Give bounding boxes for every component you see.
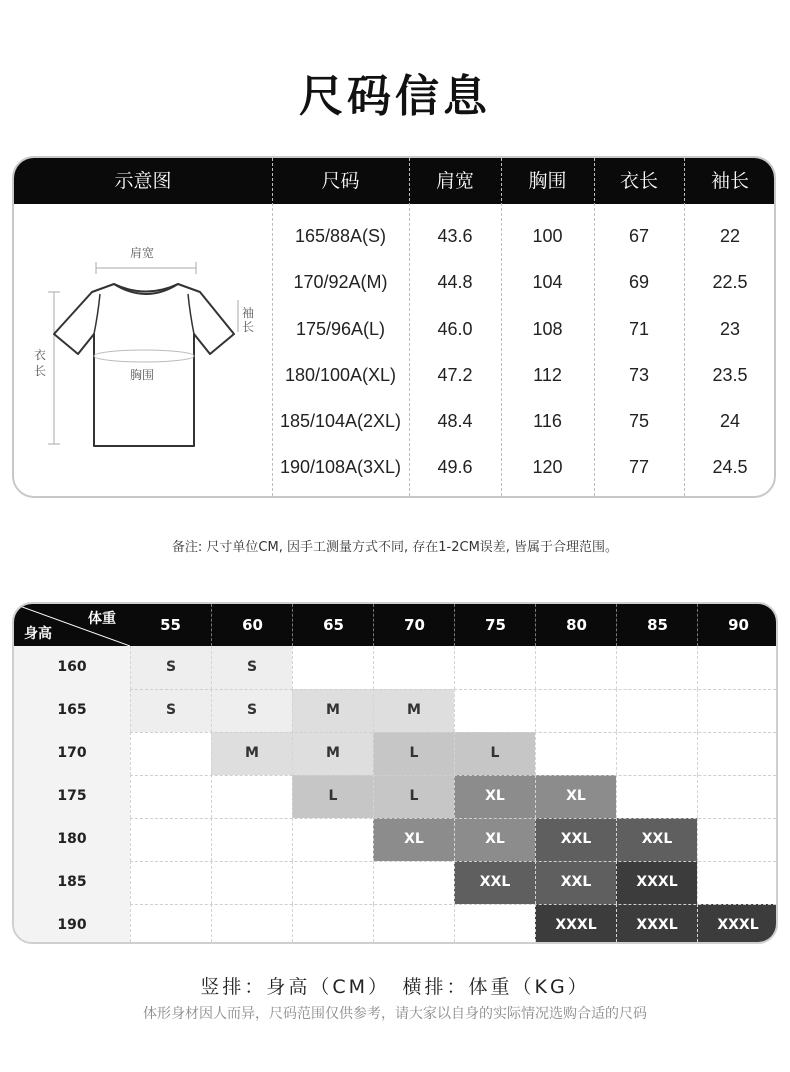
empty-cell — [292, 904, 373, 944]
empty-cell — [373, 861, 454, 904]
size-cell: M — [292, 689, 373, 732]
grid-line — [130, 904, 776, 905]
measurement-cell: 22 — [719, 226, 741, 246]
size-cell: XXXL — [697, 904, 778, 944]
corner-weight-label: 体重 — [88, 611, 116, 627]
size-cell: XL — [373, 818, 454, 861]
empty-cell — [616, 646, 697, 689]
measurement-cell: 77 — [628, 457, 650, 477]
empty-cell — [292, 861, 373, 904]
measurement-cell: 48.4 — [437, 411, 473, 431]
empty-cell — [697, 689, 778, 732]
disclaimer: 体形身材因人而异，尺码范围仅供参考，请大家以自身的实际情况选购合适的尺码 — [143, 1006, 647, 1022]
size-cell: XL — [454, 775, 535, 818]
header-diagram: 示意图 — [114, 170, 172, 192]
empty-cell — [697, 861, 778, 904]
empty-cell — [211, 861, 292, 904]
header-sleeve: 袖长 — [710, 170, 749, 192]
height-row — [14, 775, 776, 818]
weight-column-header: 75 — [454, 604, 536, 646]
sleeve-label-1: 袖 — [242, 306, 255, 320]
measurement-cell: 104 — [532, 272, 563, 292]
measurement-cell: 43.6 — [437, 226, 473, 246]
size-cell: XXXL — [535, 904, 616, 944]
grid-line — [130, 732, 776, 733]
measurement-cell: 49.6 — [437, 457, 473, 477]
chest-label: 胸围 — [130, 368, 155, 382]
weight-column-header: 80 — [535, 604, 617, 646]
size-cell: XXXL — [616, 904, 697, 944]
empty-cell — [454, 646, 535, 689]
size-cell: XL — [535, 775, 616, 818]
empty-cell — [292, 818, 373, 861]
size-cell: M — [292, 732, 373, 775]
empty-cell — [130, 904, 211, 944]
size-cell: S — [130, 646, 211, 689]
height-weight-grid — [12, 602, 778, 944]
axis-explanation: 竖排：身高（CM） 横排：体重（KG） — [200, 976, 590, 998]
height-row — [14, 818, 776, 861]
empty-cell — [373, 646, 454, 689]
height-row-header: 190 — [14, 904, 130, 944]
measurement-cell: 24 — [719, 411, 741, 431]
weight-column-header: 65 — [292, 604, 374, 646]
measurement-cell: 112 — [533, 365, 562, 385]
measurement-cell: 75 — [628, 411, 650, 431]
grid-line — [130, 861, 776, 862]
measurement-cell: 73 — [628, 365, 650, 385]
weight-column-header: 85 — [616, 604, 698, 646]
weight-column-header: 60 — [211, 604, 293, 646]
empty-cell — [535, 732, 616, 775]
measurement-cell: 116 — [533, 411, 562, 431]
header-chest: 胸围 — [528, 170, 567, 192]
height-row — [14, 861, 776, 904]
measurement-cell: 108 — [532, 319, 563, 339]
measurement-cell: 24.5 — [712, 457, 748, 477]
empty-cell — [454, 904, 535, 944]
measurement-cell: 22.5 — [712, 272, 748, 292]
size-cell: L — [373, 775, 454, 818]
empty-cell — [211, 775, 292, 818]
header-length: 衣长 — [619, 170, 658, 192]
size-cell: L — [292, 775, 373, 818]
empty-cell — [616, 689, 697, 732]
empty-cell — [697, 646, 778, 689]
empty-cell — [697, 732, 778, 775]
size-cell: S — [211, 689, 292, 732]
measurement-cell: 47.2 — [437, 365, 473, 385]
size-cell: S — [211, 646, 292, 689]
empty-cell — [454, 689, 535, 732]
header-shoulder: 肩宽 — [435, 170, 474, 192]
size-code-cell: 185/104A(2XL) — [279, 411, 402, 431]
empty-cell — [130, 818, 211, 861]
tshirt-diagram — [14, 204, 272, 498]
empty-cell — [697, 818, 778, 861]
corner-height-label: 身高 — [24, 626, 52, 642]
size-cell: XL — [454, 818, 535, 861]
size-cell: XXL — [535, 818, 616, 861]
measurement-note: 备注: 尺寸单位CM, 因手工测量方式不同, 存在1-2CM误差, 皆属于合理范围。 — [171, 540, 619, 555]
shoulder-label: 肩宽 — [130, 246, 155, 260]
empty-cell — [535, 689, 616, 732]
height-row-header: 180 — [14, 818, 130, 861]
length-label-2: 长 — [34, 364, 47, 378]
sleeve-label-2: 长 — [242, 320, 255, 334]
measurement-cell: 46.0 — [437, 319, 473, 339]
weight-column-header: 70 — [373, 604, 455, 646]
size-code-cell: 180/100A(XL) — [284, 365, 397, 385]
height-row — [14, 646, 776, 689]
size-cell: XXL — [616, 818, 697, 861]
measurement-cell: 69 — [628, 272, 650, 292]
measurement-cell: 44.8 — [437, 272, 473, 292]
empty-cell — [697, 775, 778, 818]
measurement-cell: 23 — [719, 319, 741, 339]
empty-cell — [130, 775, 211, 818]
height-row-header: 160 — [14, 646, 130, 689]
size-cell: XXL — [535, 861, 616, 904]
size-cell: S — [130, 689, 211, 732]
size-cell: XXXL — [616, 861, 697, 904]
height-row — [14, 689, 776, 732]
measurement-cell: 71 — [628, 319, 650, 339]
size-code-cell: 165/88A(S) — [294, 226, 387, 246]
weight-header — [14, 604, 776, 646]
empty-cell — [211, 818, 292, 861]
grid-line — [130, 775, 776, 776]
height-row-header: 175 — [14, 775, 130, 818]
size-info-table — [12, 156, 776, 498]
empty-cell — [373, 904, 454, 944]
measurement-cell: 67 — [628, 226, 650, 246]
height-row — [14, 904, 776, 944]
empty-cell — [292, 646, 373, 689]
size-cell: M — [211, 732, 292, 775]
measurement-cell: 100 — [532, 226, 563, 246]
header-size: 尺码 — [321, 170, 360, 192]
size-cell: L — [454, 732, 535, 775]
size-code-cell: 190/108A(3XL) — [279, 457, 402, 477]
size-code-cell: 175/96A(L) — [295, 319, 386, 339]
weight-column-header: 55 — [160, 616, 181, 634]
size-cell: M — [373, 689, 454, 732]
size-code-cell: 170/92A(M) — [293, 272, 388, 292]
size-table-header — [14, 158, 774, 204]
weight-column-header: 90 — [697, 604, 778, 646]
height-row-header: 165 — [14, 689, 130, 732]
empty-cell — [211, 904, 292, 944]
grid-line — [130, 818, 776, 819]
height-row — [14, 732, 776, 775]
page-title: 尺码信息 — [299, 71, 491, 122]
measurement-cell: 23.5 — [712, 365, 748, 385]
measurement-cell: 120 — [532, 457, 563, 477]
empty-cell — [535, 646, 616, 689]
length-label-1: 衣 — [34, 348, 47, 362]
height-row-header: 185 — [14, 861, 130, 904]
size-cell: L — [373, 732, 454, 775]
empty-cell — [616, 775, 697, 818]
empty-cell — [130, 861, 211, 904]
empty-cell — [616, 732, 697, 775]
size-cell: XXL — [454, 861, 535, 904]
height-row-header: 170 — [14, 732, 130, 775]
empty-cell — [130, 732, 211, 775]
grid-line — [130, 689, 776, 690]
